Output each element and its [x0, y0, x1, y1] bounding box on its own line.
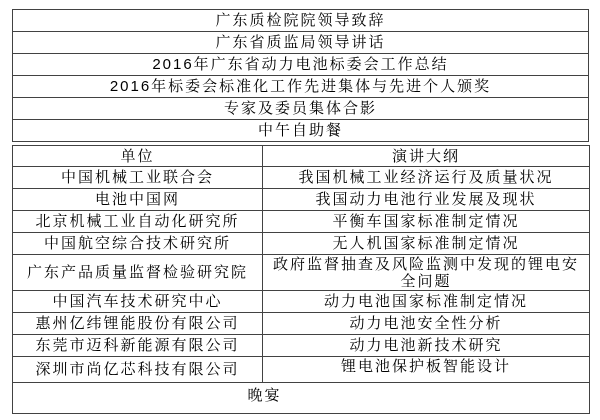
col-header-unit: 单位: [13, 146, 263, 167]
agenda-cell: 广东质检院院领导致辞: [13, 10, 589, 32]
agenda-cell: 中午自助餐: [13, 120, 589, 142]
agenda-row: [13, 32, 589, 54]
org-cell: 东莞市迈科新能源有限公司: [13, 335, 263, 357]
dinner-cell: 晚宴: [13, 383, 590, 414]
speech-header-row: [13, 146, 590, 167]
topic-cell: 我国机械工业经济运行及质量状况: [263, 167, 590, 189]
agenda-row: [13, 98, 589, 120]
org-cell: 广东产品质量监督检验研究院: [13, 255, 263, 291]
speech-row: [13, 291, 590, 313]
topic-cell: 锂电池保护板智能设计: [263, 357, 590, 383]
topic-cell: 平衡车国家标准制定情况: [263, 211, 590, 233]
topic-cell: 动力电池安全性分析: [263, 313, 590, 335]
speech-row: [13, 211, 590, 233]
topic-cell: [263, 255, 590, 291]
col-header-outline: 演讲大纲: [263, 146, 590, 167]
agenda-row: [13, 76, 589, 98]
topic-line: 全问题: [400, 272, 452, 290]
topic-line: 政府监督抽查及风险监测中发现的锂电安: [272, 255, 579, 273]
agenda-cell: 2016年标委会标准化工作先进集体与先进个人颁奖: [13, 76, 589, 98]
agenda-row: [13, 120, 589, 142]
dinner-row: [13, 383, 590, 414]
topic-cell: 动力电池国家标准制定情况: [263, 291, 590, 313]
org-cell: 电池中国网: [13, 189, 263, 211]
speech-row: [13, 167, 590, 189]
speech-row: [13, 357, 590, 383]
speech-row: [13, 335, 590, 357]
topic-cell: 我国动力电池行业发展及现状: [263, 189, 590, 211]
agenda-row: [13, 10, 589, 32]
org-cell: 中国航空综合技术研究所: [13, 233, 263, 255]
speech-table: [12, 145, 590, 414]
org-cell: 深圳市尚亿芯科技有限公司: [13, 357, 263, 383]
org-cell: 北京机械工业自动化研究所: [13, 211, 263, 233]
agenda-cell: 2016年广东省动力电池标委会工作总结: [13, 54, 589, 76]
org-cell: 中国机械工业联合会: [13, 167, 263, 189]
agenda-table: [12, 9, 589, 142]
speech-row: [13, 233, 590, 255]
topic-cell: 无人机国家标准制定情况: [263, 233, 590, 255]
agenda-cell: 广东省质监局领导讲话: [13, 32, 589, 54]
agenda-cell: 专家及委员集体合影: [13, 98, 589, 120]
org-cell: 中国汽车技术研究中心: [13, 291, 263, 313]
speech-row: [13, 255, 590, 291]
speech-row: [13, 189, 590, 211]
topic-cell: 动力电池新技术研究: [263, 335, 590, 357]
org-cell: 惠州亿纬锂能股份有限公司: [13, 313, 263, 335]
agenda-row: [13, 54, 589, 76]
speech-row: [13, 313, 590, 335]
